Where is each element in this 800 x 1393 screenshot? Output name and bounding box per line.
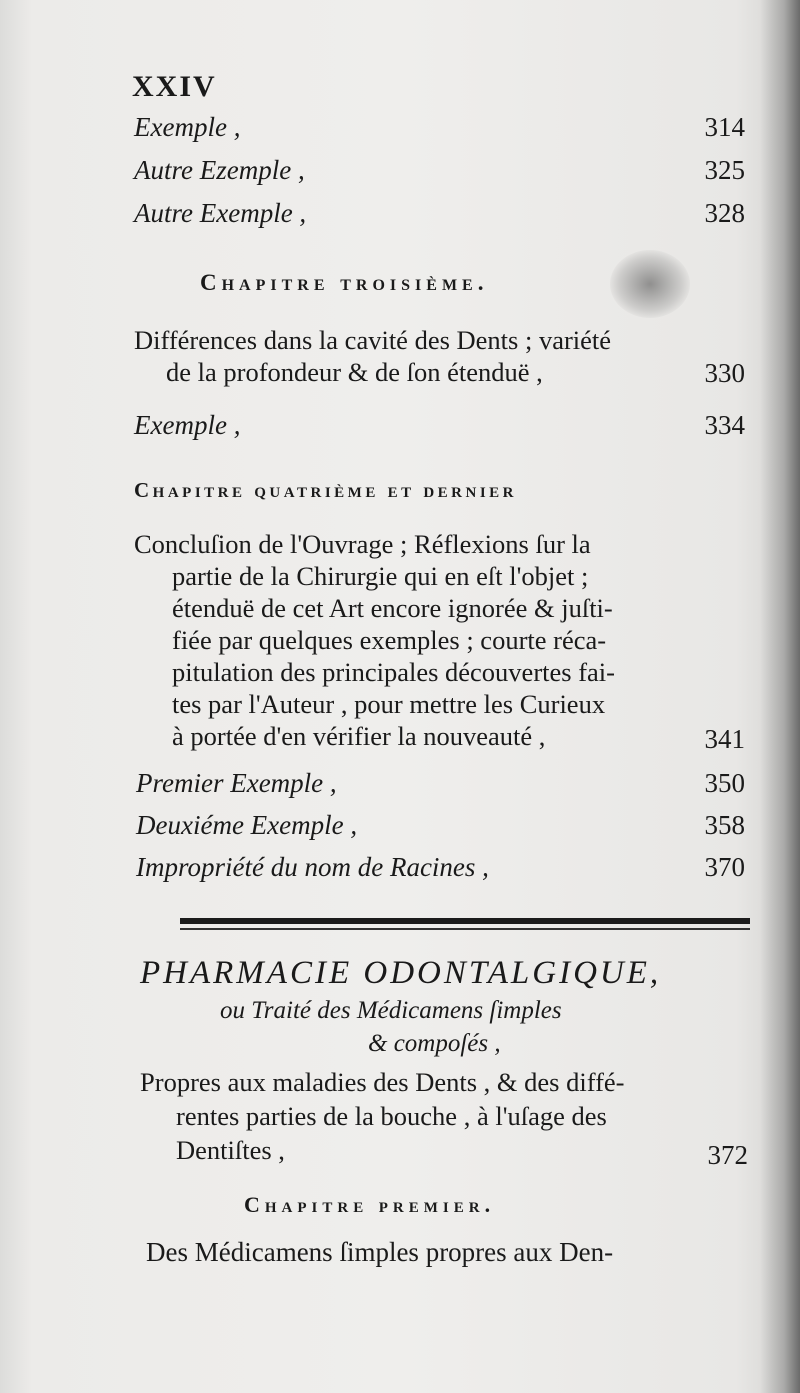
toc-para-line: étenduë de cet Art encore ignorée & juſti- [172, 593, 613, 623]
section-subtitle: & compoſés , [368, 1030, 501, 1057]
toc-para-line: Des Médicamens ſimples propres aux Den- [146, 1237, 614, 1267]
chapter-heading: Chapitre quatrième et dernier [134, 478, 518, 502]
section-title: PHARMACIE ODONTALGIQUE, [140, 955, 662, 991]
toc-para-line: Différences dans la cavité des Dents ; variété [134, 325, 612, 355]
toc-para-line: Dentiſtes , [176, 1135, 285, 1165]
toc-entry-title: Autre Ezemple , [134, 155, 305, 185]
toc-para-line: partie de la Chirurgie qui en eſt l'objet ; [172, 561, 589, 591]
toc-entry-page: 330 [704, 358, 745, 388]
section-rule-thin [180, 928, 750, 930]
toc-entry-page: 325 [704, 155, 745, 185]
page-gutter-shadow [760, 0, 800, 1393]
ink-blot [610, 250, 690, 318]
toc-entry-page: 358 [704, 810, 745, 840]
toc-entry-title: Autre Exemple , [134, 198, 307, 228]
toc-entry-page: 328 [704, 198, 745, 228]
toc-entry-page: 341 [704, 724, 745, 754]
toc-para-line: rentes parties de la bouche , à l'uſage des [176, 1101, 607, 1131]
page-folio: XXIV [132, 70, 217, 103]
toc-para-line: pitulation des principales découvertes fai- [172, 657, 615, 687]
toc-para-line: fiée par quelques exemples ; courte réca- [172, 625, 607, 655]
toc-entry-title: Impropriété du nom de Racines , [136, 852, 489, 882]
chapter-heading: Chapitre troisième. [200, 270, 489, 295]
toc-para-line: à portée d'en vérifier la nouveauté , [172, 721, 546, 751]
toc-entry-page: 334 [704, 410, 745, 440]
toc-para-line: Propres aux maladies des Dents , & des diffé- [140, 1067, 625, 1097]
toc-para-line: tes par l'Auteur , pour mettre les Curieux [172, 689, 606, 719]
toc-entry-title: Deuxiéme Exemple , [136, 810, 358, 840]
toc-entry-page: 370 [704, 852, 745, 882]
section-subtitle: ou Traité des Médicamens ſimples [220, 997, 562, 1024]
toc-entry-page: 314 [704, 112, 745, 142]
toc-entry-page: 372 [707, 1140, 748, 1170]
toc-entry-title: Exemple , [134, 410, 241, 440]
toc-para-line: de la profondeur & de ſon étenduë , [166, 357, 543, 387]
toc-entry-title: Premier Exemple , [136, 768, 337, 798]
toc-entry-page: 350 [704, 768, 745, 798]
toc-para-line: Concluſion de l'Ouvrage ; Réflexions ſur la [134, 529, 591, 559]
section-rule-thick [180, 918, 750, 924]
chapter-heading: Chapitre premier. [244, 1192, 496, 1217]
toc-entry-title: Exemple , [134, 112, 241, 142]
